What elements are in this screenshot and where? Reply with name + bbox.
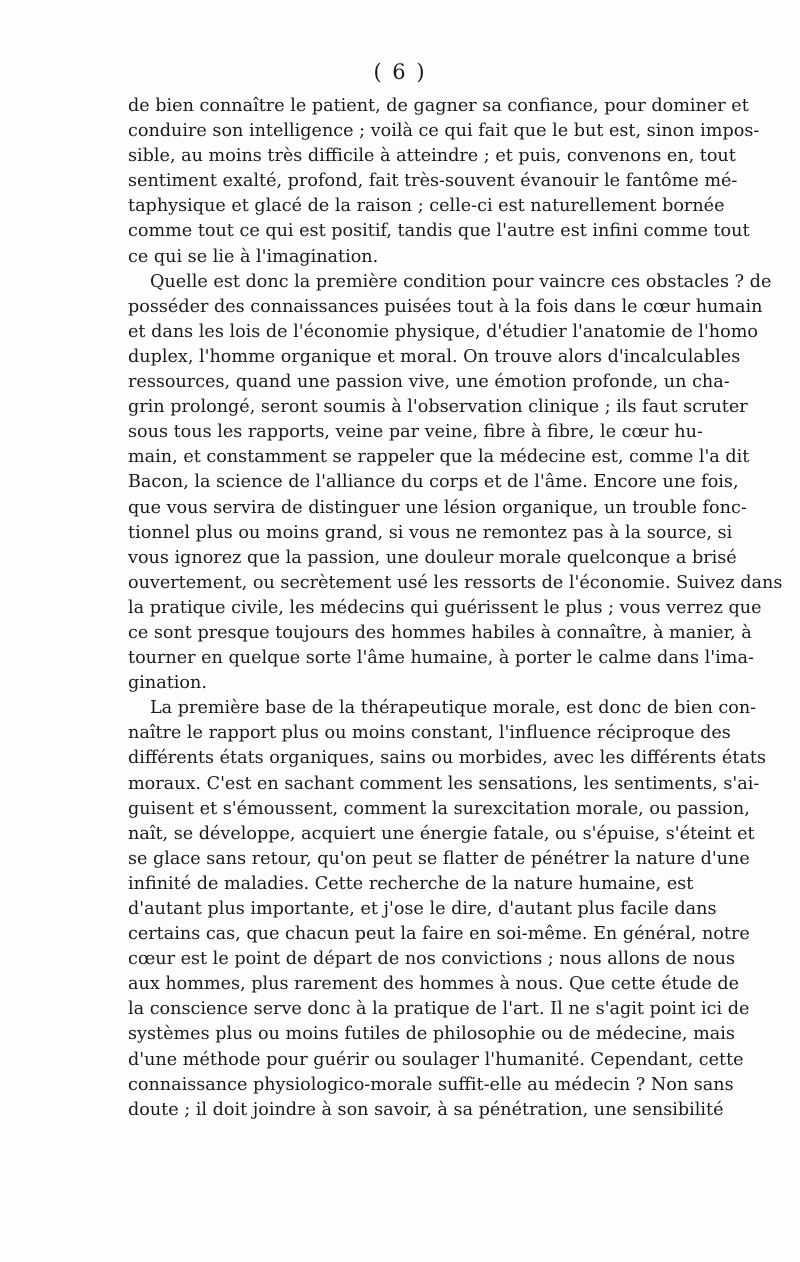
text-line: certains cas, que chacun peut la faire en soi-même. En général, notre	[128, 924, 750, 945]
text-line: ce sont presque toujours des hommes habiles à connaître, à manier, à	[128, 622, 752, 643]
text-line: ressources, quand une passion vive, une émotion profonde, un cha-	[128, 372, 730, 393]
text-line: se glace sans retour, qu'on peut se flatter de pénétrer la nature d'une	[128, 848, 750, 869]
text-line: doute ; il doit joindre à son savoir, à sa pénétration, une sensibilité	[128, 1099, 724, 1120]
text-line: la conscience serve donc à la pratique de l'art. Il ne s'agit point ici de	[128, 999, 750, 1020]
text-line: sous tous les rapports, veine par veine, fibre à fibre, le cœur hu-	[128, 422, 703, 443]
text-line: et dans les lois de l'économie physique, d'étudier l'anatomie de l'homo	[128, 321, 759, 342]
text-line: posséder des connaissances puisées tout à la fois dans le cœur humain	[128, 296, 763, 317]
text-line: que vous servira de distinguer une lésion organique, un trouble fonc-	[128, 497, 747, 518]
body-text	[128, 94, 783, 1123]
text-line: naît, se développe, acquiert une énergie fatale, ou s'épuise, s'éteint et	[128, 823, 755, 844]
text-line: différents états organiques, sains ou morbides, avec les différents états	[128, 748, 766, 769]
text-line: sentiment exalté, profond, fait très-souvent évanouir le fantôme mé-	[128, 171, 738, 192]
text-line: de bien connaître le patient, de gagner sa confiance, pour dominer et	[128, 96, 749, 116]
text-line: aux hommes, plus rarement des hommes à nous. Que cette étude de	[128, 974, 739, 995]
text-line: cœur est le point de départ de nos convictions ; nous allons de nous	[128, 949, 736, 970]
text-line: duplex, l'homme organique et moral. On trouve alors d'incalculables	[128, 346, 741, 367]
text-line: Bacon, la science de l'alliance du corps et de l'âme. Encore une fois,	[128, 472, 739, 493]
text-line: tionnel plus ou moins grand, si vous ne remontez pas à la source, si	[128, 522, 733, 543]
text-line: Quelle est donc la première condition pour vaincre ces obstacles ? de	[150, 271, 772, 292]
text-line: comme tout ce qui est positif, tandis que l'autre est infini comme tout	[128, 221, 750, 242]
text-line: taphysique et glacé de la raison ; celle-ci est naturellement bornée	[128, 196, 725, 217]
text-line: moraux. C'est en sachant comment les sensations, les sentiments, s'ai-	[128, 773, 760, 794]
page-number: ( 6 )	[373, 60, 427, 84]
text-line: ouvertement, ou secrètement usé les ressorts de l'économie. Suivez dans	[128, 572, 783, 593]
text-line: la pratique civile, les médecins qui guérissent le plus ; vous verrez que	[128, 597, 762, 618]
text-line: systèmes plus ou moins futiles de philosophie ou de médecine, mais	[128, 1024, 735, 1045]
text-line: connaissance physiologico-morale suffit-elle au médecin ? Non sans	[128, 1074, 734, 1095]
text-line: main, et constamment se rappeler que la médecine est, comme l'a dit	[128, 447, 750, 468]
text-line: d'une méthode pour guérir ou soulager l'humanité. Cependant, cette	[128, 1049, 744, 1070]
text-line: conduire son intelligence ; voilà ce qui fait que le but est, sinon impos-	[128, 121, 760, 142]
text-line: La première base de la thérapeutique morale, est donc de bien con-	[150, 698, 757, 719]
text-line: tourner en quelque sorte l'âme humaine, à porter le calme dans l'ima-	[128, 648, 754, 669]
text-line: guisent et s'émoussent, comment la surexcitation morale, ou passion,	[128, 798, 750, 819]
text-line: sible, au moins très difficile à atteindre ; et puis, convenons en, tout	[128, 146, 736, 167]
text-line: infinité de maladies. Cette recherche de la nature humaine, est	[128, 873, 694, 894]
text-line: naître le rapport plus ou moins constant, l'influence réciproque des	[128, 723, 731, 744]
text-line: vous ignorez que la passion, une douleur morale quelconque a brisé	[128, 547, 737, 568]
text-line: grin prolongé, seront soumis à l'observation clinique ; ils faut scruter	[128, 397, 748, 418]
text-line: ce qui se lie à l'imagination.	[128, 246, 379, 267]
text-line: gination.	[128, 673, 207, 694]
text-line: d'autant plus importante, et j'ose le dire, d'autant plus facile dans	[128, 899, 717, 919]
